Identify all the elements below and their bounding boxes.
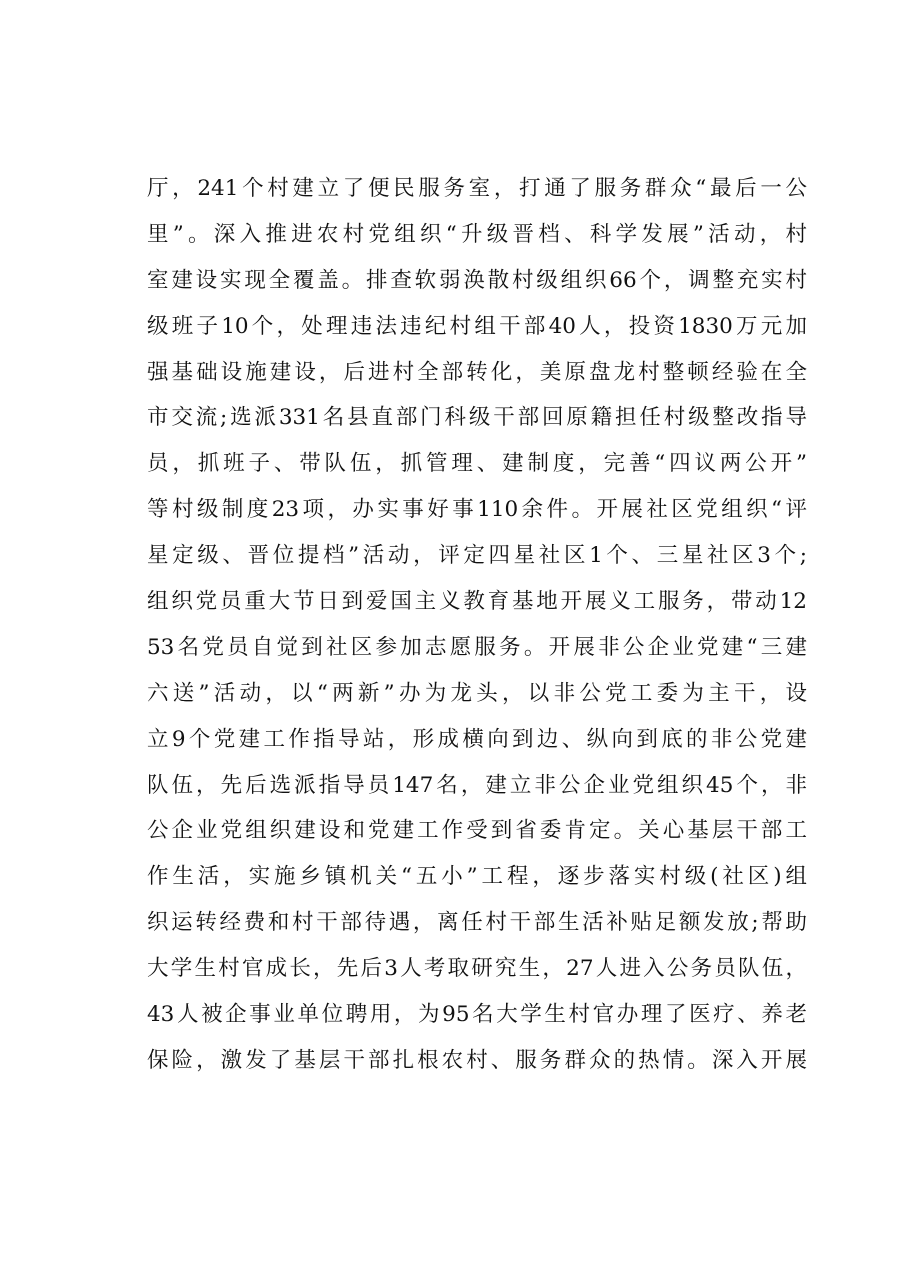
text-line: 保险，激发了基层干部扎根农村、服务群众的热情。深入开展 (147, 1047, 807, 1073)
text-line: 六送”活动，以“两新”办为龙头，以非公党工委为主干，设 (147, 680, 807, 706)
text-line: 53名党员自觉到社区参加志愿服务。开展非公企业党建“三建 (147, 634, 807, 660)
text-line: 等村级制度23项，办实事好事110余件。开展社区党组织“评 (147, 497, 807, 523)
text-line: 43人被企事业单位聘用，为95名大学生村官办理了医疗、养老 (147, 1002, 807, 1028)
text-line: 立9个党建工作指导站，形成横向到边、纵向到底的非公党建 (147, 726, 807, 752)
text-line: 组织党员重大节日到爱国主义教育基地开展义工服务，带动12 (147, 589, 807, 615)
text-line: 星定级、晋位提档”活动，评定四星社区1个、三星社区3个; (147, 543, 807, 569)
text-line: 室建设实现全覆盖。排查软弱涣散村级组织66个，调整充实村 (147, 267, 807, 293)
text-line: 强基础设施建设，后进村全部转化，美原盘龙村整顿经验在全 (147, 359, 807, 385)
text-line: 公企业党组织建设和党建工作受到省委肯定。关心基层干部工 (147, 818, 807, 844)
text-line: 厅，241个村建立了便民服务室，打通了服务群众“最后一公 (147, 176, 807, 201)
text-line: 大学生村官成长，先后3人考取研究生，27人进入公务员队伍， (147, 956, 807, 982)
text-line: 作生活，实施乡镇机关“五小”工程，逐步落实村级(社区)组 (147, 864, 807, 890)
text-line: 队伍，先后选派指导员147名，建立非公企业党组织45个，非 (147, 772, 807, 798)
text-line: 市交流;选派331名县直部门科级干部回原籍担任村级整改指导 (147, 405, 807, 431)
body-text (147, 166, 807, 1084)
text-line: 里”。深入推进农村党组织“升级晋档、科学发展”活动，村 (147, 221, 807, 247)
text-line: 级班子10个，处理违法违纪村组干部40人，投资1830万元加 (147, 313, 807, 339)
text-line: 织运转经费和村干部待遇，离任村干部生活补贴足额发放;帮助 (147, 910, 807, 936)
text-line: 员，抓班子、带队伍，抓管理、建制度，完善“四议两公开” (147, 451, 807, 477)
